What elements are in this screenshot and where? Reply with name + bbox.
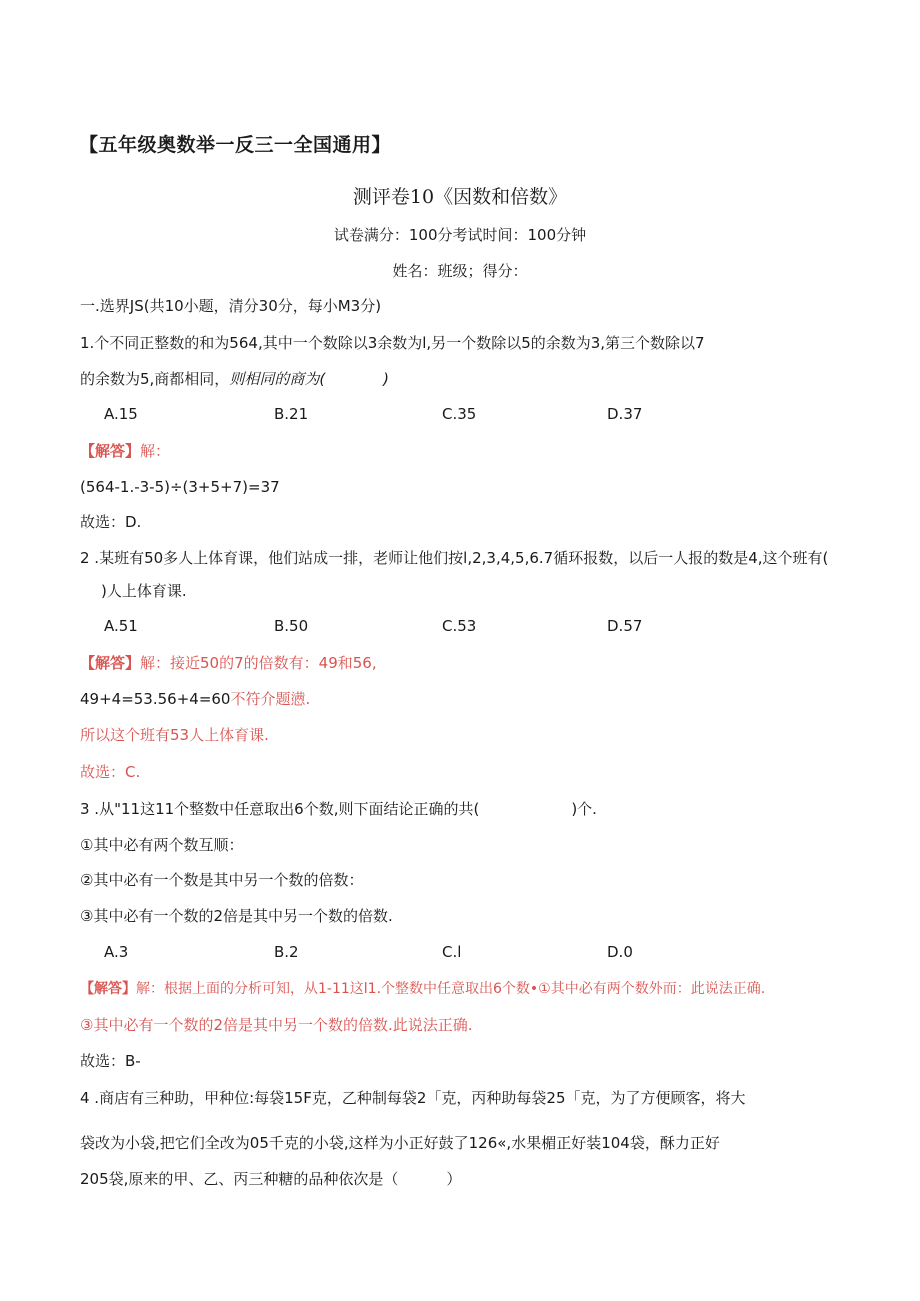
q1-answer-lead: 解： — [140, 442, 171, 460]
q3-answer-head — [80, 979, 765, 999]
q1-stem-line2-c: ) — [383, 370, 390, 388]
q1-stem-line1: 1.个不同正整数的和为564,其中一个数除以3余数为l,另一个数除以5的余数为3,第三个数除以7 — [80, 334, 705, 352]
q2-answer-text: 解：接近50的7的倍数有：49和56, — [140, 654, 377, 672]
q1-choice: 故选：D. — [80, 513, 142, 531]
q2-stem-line1: 2 .某班有50多人上体育课，他们站成一排，老师让他们按l,2,3,4,5,6.7循环报数，以后一人报的数是4,这个班有( — [80, 549, 829, 567]
q4-stem-line2: 袋改为小袋,把它们全改为05千克的小袋,这样为小正好鼓了126«,水果楣正好装104袋，酥力正好 — [80, 1134, 720, 1152]
q2-working-a: 49+4=53.56+4=60 — [80, 690, 231, 708]
q2-answer-head — [80, 653, 377, 673]
q3-answer-text2: ③其中必有一个数的2倍是其中另一个数的倍数.此说法正确. — [80, 1016, 473, 1034]
q3-option-c: C.l — [442, 943, 462, 961]
q3-stem-line1 — [80, 799, 597, 819]
q2-option-d: D.57 — [607, 617, 643, 635]
q3-stem-line1-b: )个. — [571, 800, 597, 818]
q3-option-b: B.2 — [274, 943, 299, 961]
q4-stem-line3-a: 205袋,原来的甲、乙、丙三种糖的品种依次是（ — [80, 1170, 399, 1188]
q3-statement-1: ①其中必有两个数互顺： — [80, 836, 244, 854]
q2-conclusion: 所以这个班有53人上体育课. — [80, 726, 269, 744]
q1-answer-head — [80, 441, 170, 461]
section-heading: 一.选界JS(共10小题，清分30分，每小M3分) — [80, 297, 382, 315]
q3-answer-text: 解：根据上面的分析可知，从1-11这l1.个整数中任意取出6个数•①其中必有两个数外而：此说法正确. — [136, 981, 766, 997]
q2-stem-line2: )人上体育课. — [101, 582, 187, 600]
q3-option-a: A.3 — [104, 943, 129, 961]
q2-option-c: C.53 — [442, 617, 477, 635]
q3-statement-3: ③其中必有一个数的2倍是其中另一个数的倍数. — [80, 907, 393, 925]
q1-option-c: C.35 — [442, 405, 477, 423]
q2-option-b: B.50 — [274, 617, 309, 635]
q2-answer-tag: 【解答】 — [80, 654, 141, 672]
q1-answer-tag: 【解答】 — [80, 442, 141, 460]
q1-option-d: D.37 — [607, 405, 643, 423]
q3-statement-2: ②其中必有一个数是其中另一个数的倍数： — [80, 871, 364, 889]
q3-option-d: D.0 — [607, 943, 633, 961]
q4-stem-line3-b: ） — [446, 1170, 462, 1188]
q1-stem-line2-a: 的余数为5,商都相同， — [80, 370, 230, 388]
q4-stem-line1: 4 .商店有三种助，甲种位:每袋15F克，乙种制每袋2「克，丙种助每袋25「克，为了方便顾客，将大 — [80, 1089, 746, 1107]
q1-stem-line2 — [80, 369, 389, 389]
q1-option-a: A.15 — [104, 405, 138, 423]
exam-meta: 试卷满分：100分考试时间：100分钟 — [333, 226, 587, 244]
q1-working: (564-1.-3-5)÷(3+5+7)=37 — [80, 478, 280, 496]
q4-stem-line3 — [80, 1169, 461, 1189]
q1-option-b: B.21 — [274, 405, 309, 423]
q3-answer-tag: 【解答】 — [80, 981, 136, 997]
q2-working-b: 不符介题懑. — [230, 690, 311, 708]
series-banner: 【五年级奥数举一反三一全国通用】 — [79, 134, 392, 156]
q2-option-a: A.51 — [104, 617, 138, 635]
q2-working — [80, 689, 310, 709]
q3-stem-line1-a: 3 .从"11这11个整数中任意取出6个数,则下面结论正确的共( — [80, 800, 480, 818]
q1-stem-line2-b: 则相同的商为( — [229, 370, 326, 388]
q2-choice: 故选：C. — [80, 763, 141, 781]
student-info: 姓名：班级；得分： — [392, 262, 528, 280]
q3-choice: 故选：B- — [80, 1052, 141, 1070]
exam-title: 测评卷10《因数和倍数》 — [352, 186, 568, 208]
